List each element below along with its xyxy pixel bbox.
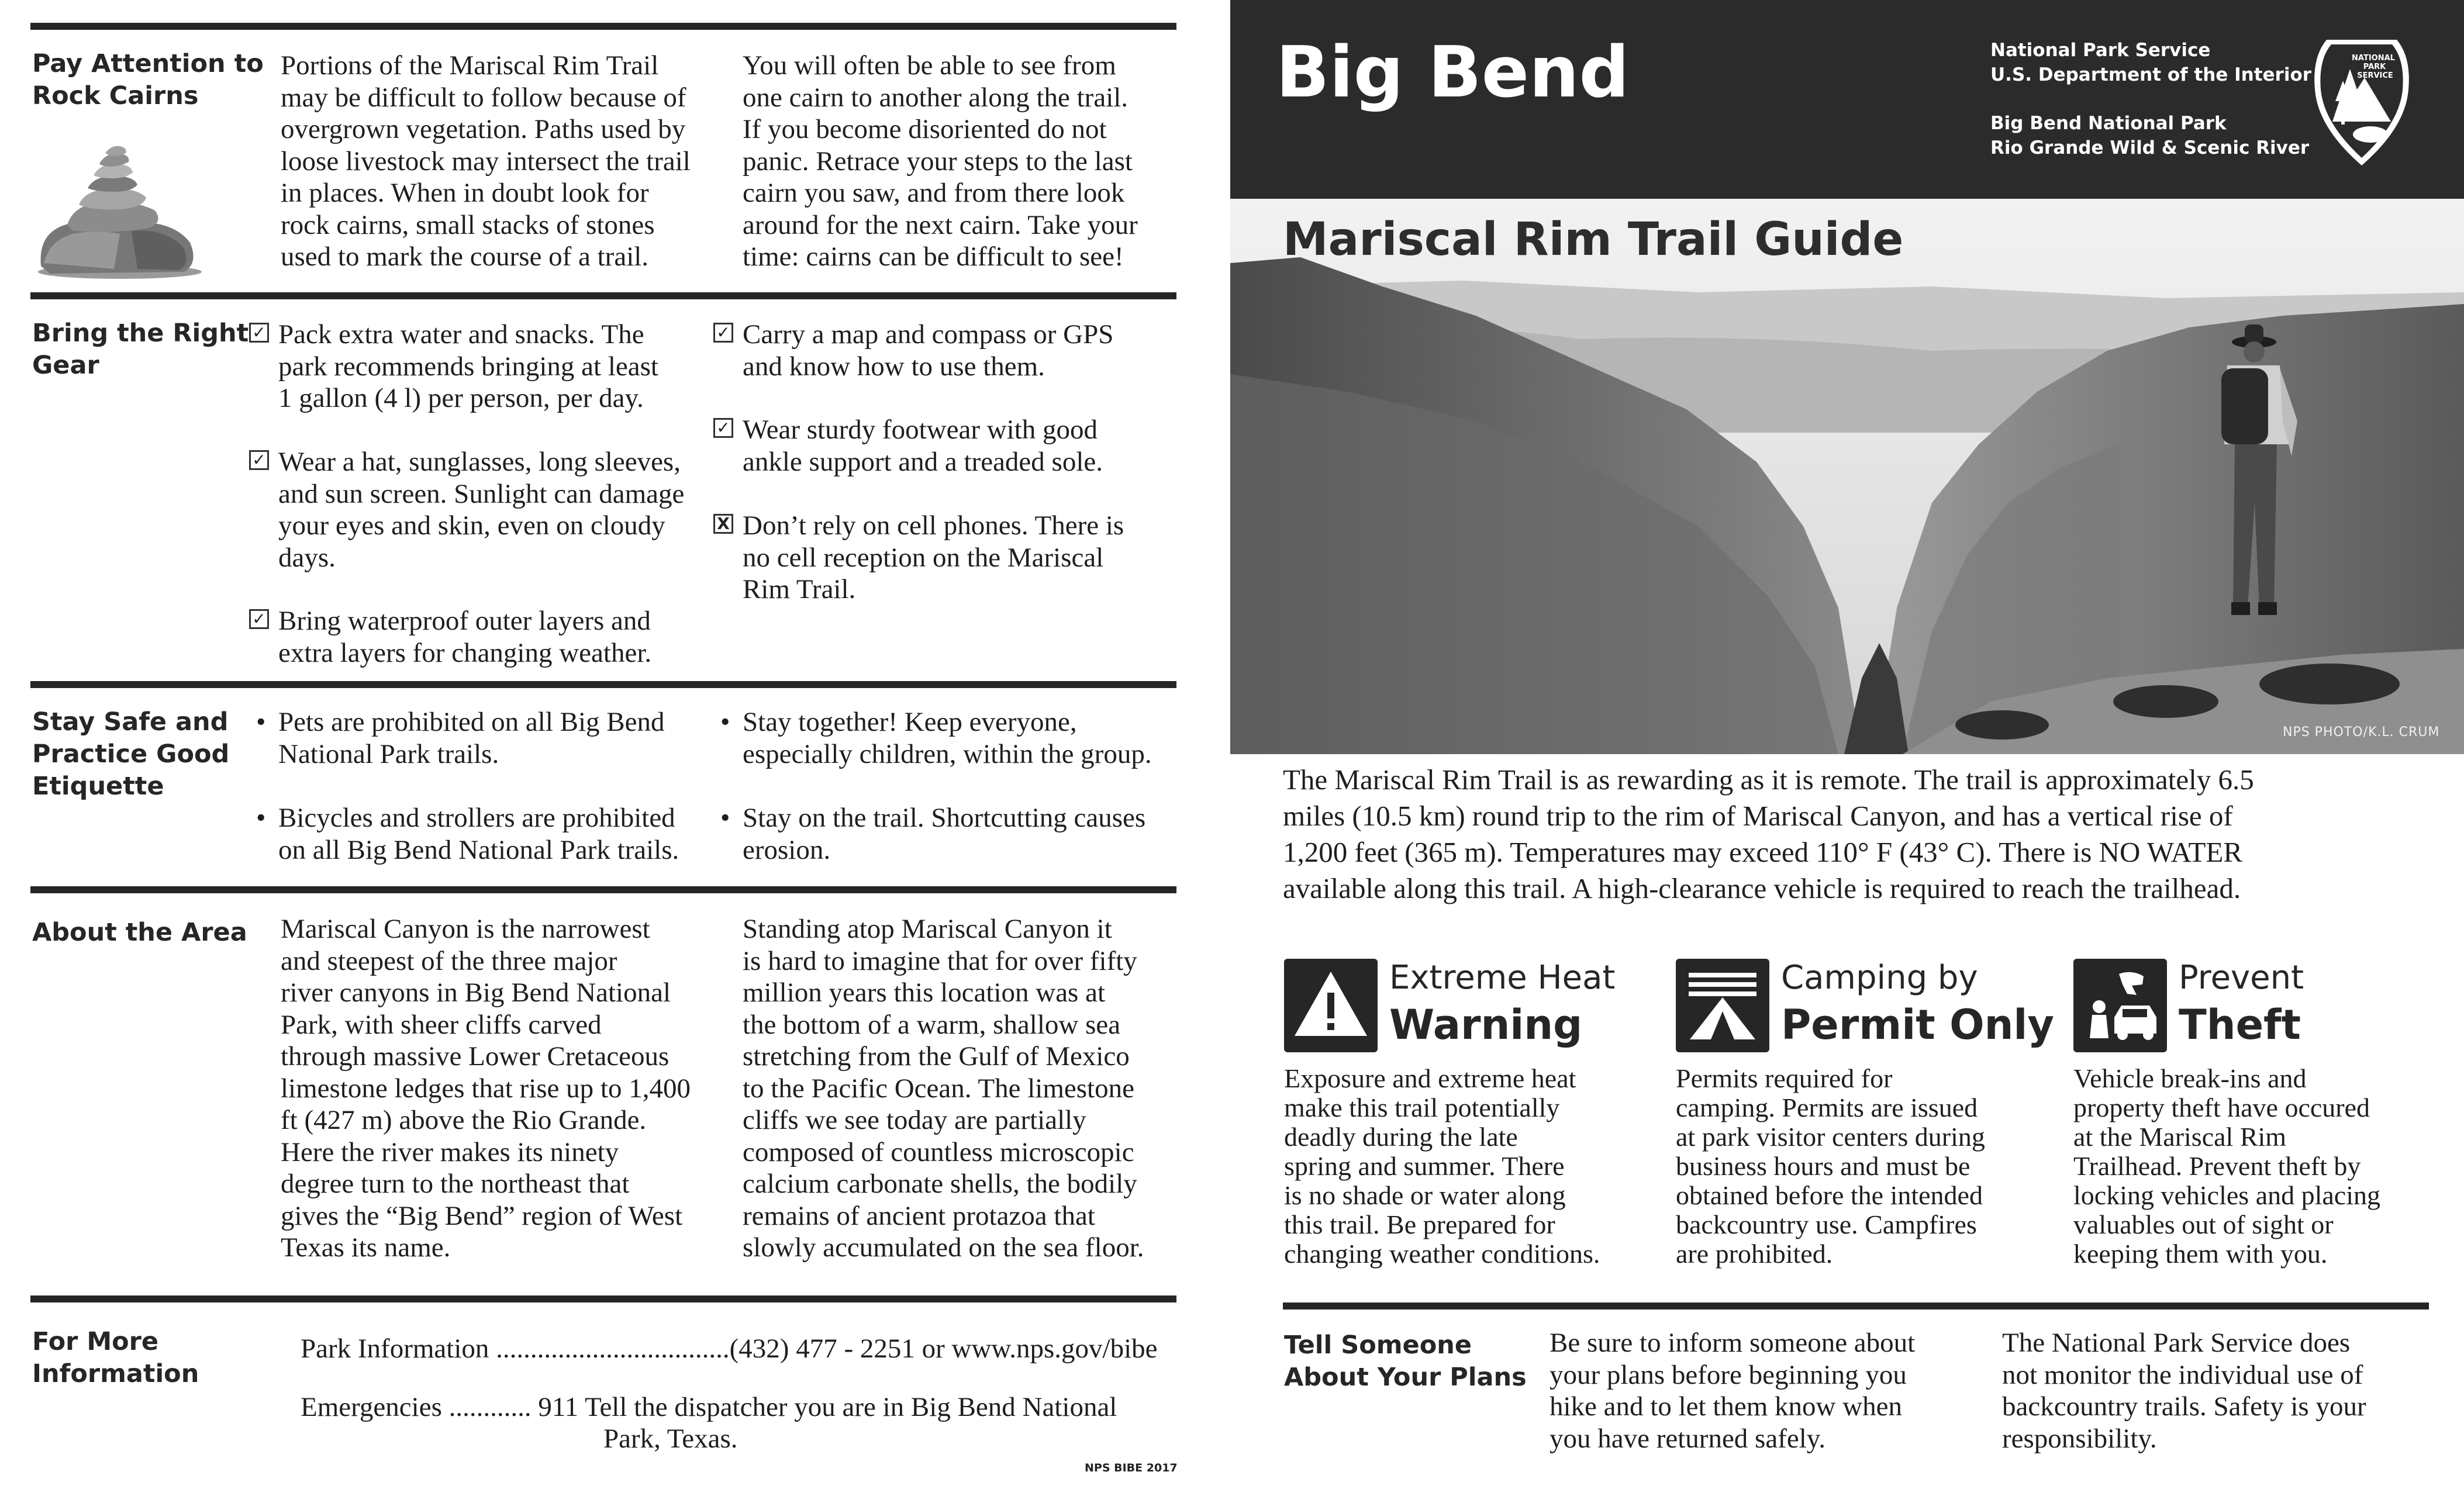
text-line: remains of ancient protazoa that [743,1200,1095,1231]
title-line: Etiquette [32,772,164,801]
text-line: Rim Trail. [743,574,856,604]
text-line: Texas its name. [281,1232,451,1263]
bullet-icon: • [720,803,730,833]
text-line: miles (10.5 km) round trip to the rim of Mariscal Canyon, and has a vertical rise of [1283,800,2233,832]
photo-credit: NPS PHOTO/K.L. CRUM [2283,725,2440,740]
text-line: Park, with sheer cliffs carved [281,1009,602,1040]
text-line: you have returned safely. [1550,1423,1825,1454]
checkbox-checked-icon: ✓ [713,418,733,438]
checkbox-checked-icon: ✓ [249,450,269,470]
gear-item [252,319,658,414]
text-line: Don’t rely on cell phones. There is [743,510,1124,541]
text-line: calcium carbonate shells, the bodily [743,1169,1137,1199]
text-line: cairn you saw, and from there look [743,178,1125,208]
right-panel [1230,0,2464,1496]
text-line: may be difficult to follow because of [281,82,686,113]
warning-text [2073,1064,2453,1269]
text-line: spring and summer. There [1284,1151,1565,1181]
title-line: Stay Safe and [32,707,229,737]
warning-triangle-icon [1284,959,1378,1052]
section-divider [30,1295,1176,1302]
text-line: locking vehicles and placing [2073,1180,2381,1210]
text-line: Be sure to inform someone about [1550,1328,1916,1358]
section-divider [30,681,1176,688]
text-line: around for the next cairn. Take your [743,209,1138,240]
text-line: Stay together! Keep everyone, [743,707,1077,737]
gear-item [252,605,652,669]
logo-text: NATIONAL [2352,54,2395,63]
text-line: panic. Retrace your steps to the last [743,146,1133,177]
gear-item [252,446,685,573]
text-line: loose livestock may intersect the trail [281,146,691,177]
tell-column-2 [2002,1327,2366,1454]
text-line: the bottom of a warm, shallow sea [743,1009,1121,1040]
warning-title: Warning [1389,1001,1583,1049]
area-column-1 [281,913,691,1264]
text-line: are prohibited. [1676,1239,1833,1269]
safety-item [256,802,679,866]
section-title-cairns [32,48,264,112]
emergencies-line: Emergencies ............ 911 Tell the dispatcher you are in Big Bend National [301,1392,1117,1422]
warning-subtitle: Prevent [2179,959,2304,997]
text-line: rock cairns, small stacks of stones [281,209,655,240]
text-line: 1,200 feet (365 m). Temperatures may exceed 110° F (43° C). There is NO WATER [1283,836,2243,868]
text-line: Carry a map and compass or GPS [743,319,1114,350]
text-line: obtained before the intended [1676,1180,1983,1210]
text-line: make this trail potentially [1284,1093,1560,1122]
text-line: deadly during the late [1284,1122,1518,1152]
text-line: limestone ledges that rise up to 1,400 [281,1073,691,1104]
checkbox-x-icon: X [713,514,733,534]
text-line: composed of countless microscopic [743,1136,1134,1167]
cairns-column-2 [743,50,1138,273]
agency-line: U.S. Department of the Interior [1990,64,2312,85]
intro-paragraph [1283,762,2429,907]
text-line: Wear sturdy footwear with good [743,414,1098,445]
text-line: Here the river makes its ninety [281,1136,619,1167]
section-title-safety [32,706,229,803]
section-divider [1283,1302,2429,1310]
agency-block [1990,38,2311,87]
logo-text: SERVICE [2357,71,2393,80]
text-line: your eyes and skin, even on cloudy [278,510,665,541]
title-line: Bring the Right [32,319,249,348]
text-line: one cairn to another along the trail. [743,82,1129,113]
nps-arrowhead-logo-icon [2309,34,2414,168]
text-line: overgrown vegetation. Paths used by [281,114,686,144]
text-line: and steepest of the three major [281,945,617,976]
title-line: Gear [32,351,99,380]
section-title-more-info [32,1326,199,1390]
tell-column-1 [1550,1327,1915,1454]
text-line: camping. Permits are issued [1676,1093,1978,1122]
unit-line: Rio Grande Wild & Scenic River [1990,137,2310,158]
text-line: river canyons in Big Bend National [281,977,671,1008]
text-line: Standing atop Mariscal Canyon it [743,914,1112,944]
text-line: park recommends bringing at least [278,351,658,382]
text-line: hike and to let them know when [1550,1391,1903,1422]
bullet-icon: • [256,707,266,737]
title-line: Pay Attention to [32,49,264,78]
text-line: You will often be able to see from [743,50,1116,81]
unit-line: Big Bend National Park [1990,113,2227,134]
text-line: and sun screen. Sunlight can damage [278,478,685,509]
text-line: Bring waterproof outer layers and [278,606,651,636]
gear-item [716,319,1114,382]
text-line: is hard to imagine that for over fifty [743,945,1137,976]
checkbox-checked-icon: ✓ [249,609,269,629]
gear-item [717,510,1124,606]
warning-subtitle: Camping by [1781,959,1978,997]
text-line: backcountry trails. Safety is your [2002,1391,2366,1422]
text-line: property theft have occured [2073,1093,2370,1122]
text-line: degree turn to the northeast that [281,1169,630,1199]
guide-title: Mariscal Rim Trail Guide [1283,213,1904,266]
title-line: Information [32,1359,199,1388]
text-line: The Mariscal Rim Trail is as rewarding as it is remote. The trail is approximately 6.5 [1283,763,2254,796]
warning-title: Permit Only [1781,1001,2055,1049]
text-line: stretching from the Gulf of Mexico [743,1041,1130,1072]
section-divider [30,886,1176,893]
unit-block [1990,111,2309,160]
text-line: National Park trails. [278,738,499,769]
text-line: not monitor the individual use of [2002,1359,2363,1390]
text-line: million years this location was at [743,977,1106,1008]
warning-text [1284,1064,1664,1269]
text-line: responsibility. [2002,1423,2157,1454]
text-line: valuables out of sight or [2073,1210,2334,1239]
safety-item [256,706,665,770]
text-line: extra layers for changing weather. [278,637,652,668]
agency-line: National Park Service [1990,40,2211,61]
section-divider [30,292,1176,299]
title-line: Tell Someone [1284,1331,1472,1360]
bullet-icon: • [720,707,730,737]
text-line: slowly accumulated on the sea floor. [743,1232,1144,1263]
park-name: Big Bend [1276,32,1630,113]
text-line: is no shade or water along [1284,1180,1566,1210]
text-line: ft (427 m) above the Rio Grande. [281,1105,647,1135]
text-line: at the Mariscal Rim [2073,1122,2287,1152]
safety-item [720,802,1146,866]
text-line: used to mark the course of a trail. [281,241,649,272]
gear-item [716,414,1103,478]
safety-item [720,706,1152,770]
text-line: cliffs we see today are partially [743,1105,1086,1135]
title-line: About Your Plans [1284,1363,1527,1392]
text-line: and know how to use them. [743,351,1045,382]
text-line: Mariscal Canyon is the narrowest [281,914,650,944]
text-line: keeping them with you. [2073,1239,2328,1269]
text-line: your plans before beginning you [1550,1359,1907,1390]
text-line: Wear a hat, sunglasses, long sleeves, [278,447,681,477]
text-line: gives the “Big Bend” region of West [281,1200,683,1231]
section-title-gear [32,317,249,382]
title-line: Rock Cairns [32,81,199,110]
text-line: backcountry use. Campfires [1676,1210,1977,1239]
section-title-area: About the Area [32,918,247,947]
publication-code: NPS BIBE 2017 [1085,1462,1178,1474]
text-line: through massive Lower Cretaceous [281,1041,670,1072]
text-line: no cell reception on the Mariscal [743,542,1104,573]
text-line: Portions of the Mariscal Rim Trail [281,50,659,81]
logo-text: PARK [2363,63,2386,71]
text-line: Stay on the trail. Shortcutting causes [743,803,1146,833]
text-line: 1 gallon (4 l) per person, per day. [278,383,644,413]
section-divider [30,23,1176,30]
checkbox-checked-icon: ✓ [713,323,733,343]
emergencies-line-2: Park, Texas. [603,1424,738,1454]
text-line: available along this trail. A high-clearance vehicle is required to reach the trailhead. [1283,872,2241,904]
text-line: Exposure and extreme heat [1284,1063,1576,1093]
text-line: on all Big Bend National Park trails. [278,834,679,865]
warning-title: Theft [2179,1001,2301,1049]
text-line: days. [278,542,336,573]
text-line: especially children, within the group. [743,738,1152,769]
text-line: this trail. Be prepared for [1284,1210,1555,1239]
section-title-tell-someone [1284,1329,1527,1394]
warning-subtitle: Extreme Heat [1389,959,1616,997]
text-line: erosion. [743,834,831,865]
text-line: Bicycles and strollers are prohibited [278,803,675,833]
text-line: in places. When in doubt look for [281,178,649,208]
text-line: If you become disoriented do not [743,114,1107,144]
tent-icon [1676,959,1769,1052]
text-line: Pack extra water and snacks. The [278,319,644,350]
text-line: Vehicle break-ins and [2073,1063,2307,1093]
cairns-column-1 [281,50,691,273]
text-line: Pets are prohibited on all Big Bend [278,707,665,737]
bullet-icon: • [256,803,266,833]
warning-text [1676,1064,2056,1269]
text-line: at park visitor centers during [1676,1122,1985,1152]
text-line: time: cairns can be difficult to see! [743,241,1124,272]
rock-cairn-icon [32,123,202,281]
text-line: business hours and must be [1676,1151,1970,1181]
text-line: to the Pacific Ocean. The limestone [743,1073,1134,1104]
text-line: The National Park Service does [2002,1328,2351,1358]
text-line: Permits required for [1676,1063,1893,1093]
area-column-2 [743,913,1144,1264]
theft-icon [2073,959,2167,1052]
title-line: For More [32,1327,159,1356]
checkbox-checked-icon: ✓ [249,323,269,343]
park-info-line: Park Information ..................................(432) 477 - 2251 or www.nps.gov/bibe [301,1333,1158,1364]
canyon-hiker-photo [1230,199,2464,754]
text-line: Trailhead. Prevent theft by [2073,1151,2361,1181]
title-line: Practice Good [32,740,230,769]
text-line: ankle support and a treaded sole. [743,446,1103,477]
left-panel [0,0,1198,1496]
text-line: changing weather conditions. [1284,1239,1600,1269]
